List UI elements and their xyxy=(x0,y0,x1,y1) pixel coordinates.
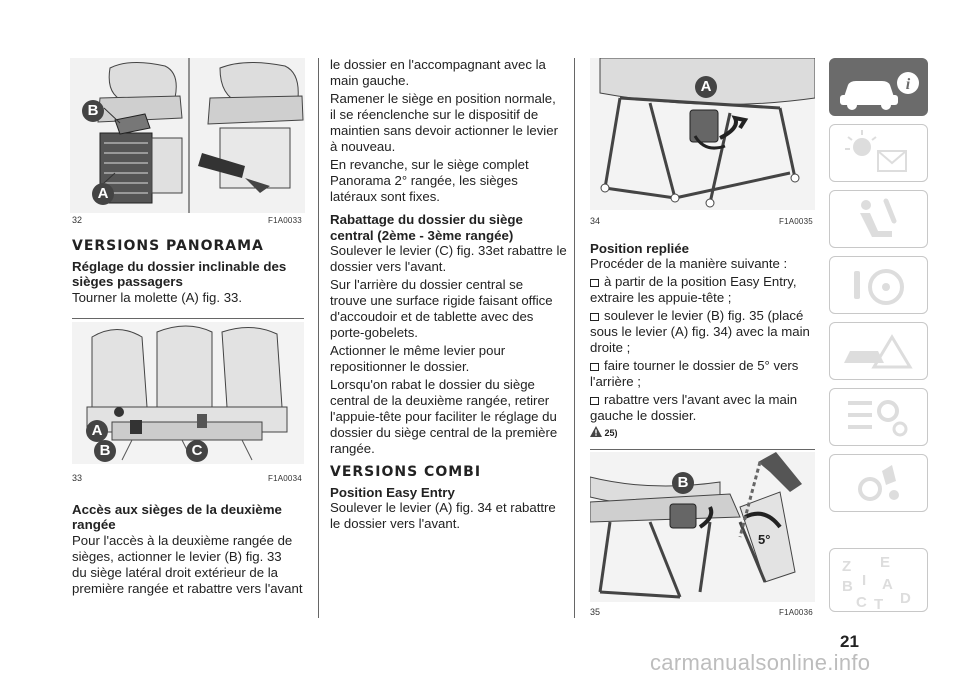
svg-text:C: C xyxy=(856,594,867,611)
road-warning-icon xyxy=(830,323,929,381)
car-info-icon xyxy=(830,59,929,117)
figure-33 xyxy=(72,322,304,464)
fig34-code: F1A0035 xyxy=(779,217,813,226)
col2-p3-l2: Panorama 2° rangée, les sièges xyxy=(330,173,518,188)
fig35-top-rule xyxy=(590,449,815,450)
para-acces-l4: première rangée et rabattre vers l'avant xyxy=(72,581,303,596)
fig32-label-a: A xyxy=(92,183,114,205)
col2-p2-l3: maintien sans devoir actionner le levier xyxy=(330,123,558,138)
col2-p8-l2: le dossier vers l'avant. xyxy=(330,516,461,531)
col2-p4-l2: dossier vers l'avant. xyxy=(330,259,447,274)
tab-index[interactable] xyxy=(829,548,928,612)
tab-safety[interactable] xyxy=(829,190,928,248)
bullet-box-icon xyxy=(590,363,599,371)
bullet4-text: rabattre vers l'avant avec la main xyxy=(604,392,798,407)
para-acces-l1: Pour l'accès à la deuxième rangée de xyxy=(72,533,293,548)
bullet3-text: faire tourner le dossier de 5° vers xyxy=(604,358,799,373)
svg-text:B: B xyxy=(842,578,853,595)
car-care-icon xyxy=(830,455,929,513)
bullet2-text: soulever le levier (B) fig. 35 (placé xyxy=(604,308,804,323)
airbag-seat-icon xyxy=(830,191,929,249)
col2-p6-l1: Actionner le même levier pour xyxy=(330,343,506,358)
fig33-code: F1A0034 xyxy=(268,474,302,483)
bullet-box-icon xyxy=(590,397,599,405)
svg-text:I: I xyxy=(862,572,867,589)
col3-bullet3-l1 xyxy=(590,358,798,375)
col2-heading-rabattage-l2: central (2ème - 3ème rangée) xyxy=(330,228,514,243)
para-acces-l3: du siège latéral droit extérieur de la xyxy=(72,565,278,580)
fig33-label-a: A xyxy=(86,420,108,442)
fig35-angle-label: 5° xyxy=(758,532,771,547)
fig33-label-b: B xyxy=(94,440,116,462)
col2-p2-l4: à nouveau. xyxy=(330,139,396,154)
col2-p6-l2: repositionner le dossier. xyxy=(330,359,470,374)
warning-triangle-icon xyxy=(590,426,602,437)
svg-text:T: T xyxy=(874,596,884,613)
col3-bullet4-l2: gauche le dossier. xyxy=(590,408,697,423)
fig35-number: 35 xyxy=(590,607,601,617)
fig34-label-a: A xyxy=(695,76,717,98)
col2-p5-l2: trouve une surface rigide faisant office xyxy=(330,293,553,308)
svg-text:A: A xyxy=(882,576,893,593)
settings-gears-icon xyxy=(830,389,929,447)
para-acces-l2: sièges, actionner le levier (B) fig. 33 xyxy=(72,549,282,564)
svg-text:E: E xyxy=(880,554,891,571)
index-letters-icon xyxy=(830,549,929,613)
col2-p5-l1: Sur l'arrière du dossier central se xyxy=(330,277,524,292)
fig32-code: F1A0033 xyxy=(268,216,302,225)
subheading-acces-l2: rangée xyxy=(72,517,116,532)
steering-key-icon xyxy=(830,257,929,315)
fig33-label-c: C xyxy=(186,440,208,462)
col2-p1-l2: main gauche. xyxy=(330,73,410,88)
svg-text:i: i xyxy=(905,76,911,93)
figure-34 xyxy=(590,58,815,210)
col3-heading-position-repliee: Position repliée xyxy=(590,241,690,256)
fig32-number: 32 xyxy=(72,215,83,225)
tab-multimedia[interactable] xyxy=(829,454,928,512)
bullet1-text: à partir de la position Easy Entry, xyxy=(604,274,797,289)
col2-p7-l1: Lorsqu'on rabat le dossier du siège xyxy=(330,377,535,392)
column-divider-1 xyxy=(318,58,319,618)
col2-heading-easy-entry: Position Easy Entry xyxy=(330,485,455,500)
bullet-box-icon xyxy=(590,313,599,321)
col2-p3-l1: En revanche, sur le siège complet xyxy=(330,157,529,172)
column-divider-2 xyxy=(574,58,575,618)
figure-35 xyxy=(590,452,815,602)
col2-p3-l3: latéraux sont fixes. xyxy=(330,189,440,204)
heading-versions-panorama: VERSIONS PANORAMA xyxy=(72,238,264,254)
col3-bullet2-l1 xyxy=(590,308,803,325)
col2-heading-rabattage-l1: Rabattage du dossier du siège xyxy=(330,212,523,227)
watermark: carmanualsonline.info xyxy=(650,650,871,675)
warning-reference xyxy=(590,426,618,438)
col3-bullet3-l2: l'arrière ; xyxy=(590,374,641,389)
tab-starting-driving[interactable] xyxy=(829,256,928,314)
col3-bullet4-l1 xyxy=(590,392,797,409)
col2-p1-l1: le dossier en l'accompagnant avec la xyxy=(330,57,546,72)
svg-text:D: D xyxy=(900,590,911,607)
fig34-number: 34 xyxy=(590,216,601,226)
tab-car-info[interactable] xyxy=(829,58,928,116)
fig35-label-b: B xyxy=(672,472,694,494)
fig32-label-b: B xyxy=(82,100,104,122)
col2-p5-l3: d'accoudoir et de tablette avec des xyxy=(330,309,534,324)
col2-p2-l1: Ramener le siège en position normale, xyxy=(330,91,556,106)
col2-p7-l5: rangée. xyxy=(330,441,375,456)
subheading-acces-l1: Accès aux sièges de la deuxième xyxy=(72,502,282,517)
heading-versions-combi: VERSIONS COMBI xyxy=(330,464,482,480)
para-tourner: Tourner la molette (A) fig. 33. xyxy=(72,290,243,305)
fig33-top-rule xyxy=(72,318,304,319)
figure-32 xyxy=(70,58,305,213)
col3-bullet2-l3: droite ; xyxy=(590,340,631,355)
col2-p7-l3: l'appuie-tête pour faciliter le réglage du xyxy=(330,409,557,424)
col3-bullet2-l2: sous le levier (A) fig. 34) avec la main xyxy=(590,324,810,339)
page-number: 21 xyxy=(840,632,859,651)
tab-emergency[interactable] xyxy=(829,322,928,380)
col2-p5-l4: porte-gobelets. xyxy=(330,325,418,340)
col2-p4-l1: Soulever le levier (C) fig. 33et rabattre le xyxy=(330,243,567,258)
col3-bullet1-l1 xyxy=(590,274,797,291)
col2-p8-l1: Soulever le levier (A) fig. 34 et rabattre xyxy=(330,500,556,515)
col2-p7-l2: central de la deuxième rangée, retirer xyxy=(330,393,550,408)
svg-text:Z: Z xyxy=(842,558,852,575)
fig33-number: 33 xyxy=(72,473,83,483)
subheading-reglage-l1: Réglage du dossier inclinable des xyxy=(72,259,287,274)
subheading-reglage-l2: sièges passagers xyxy=(72,274,183,289)
bullet-box-icon xyxy=(590,279,599,287)
warning-lights-icon xyxy=(830,125,929,183)
warning-ref-text: 25) xyxy=(604,428,618,438)
tab-maintenance[interactable] xyxy=(829,388,928,446)
fig35-code: F1A0036 xyxy=(779,608,813,617)
col2-p2-l2: il se réenclenche sur le dispositif de xyxy=(330,107,539,122)
tab-warning-lights[interactable] xyxy=(829,124,928,182)
col3-p1: Procéder de la manière suivante : xyxy=(590,256,788,271)
col2-p7-l4: dossier du siège central de la première xyxy=(330,425,558,440)
col3-bullet1-l2: extraire les appuie-tête ; xyxy=(590,290,732,305)
